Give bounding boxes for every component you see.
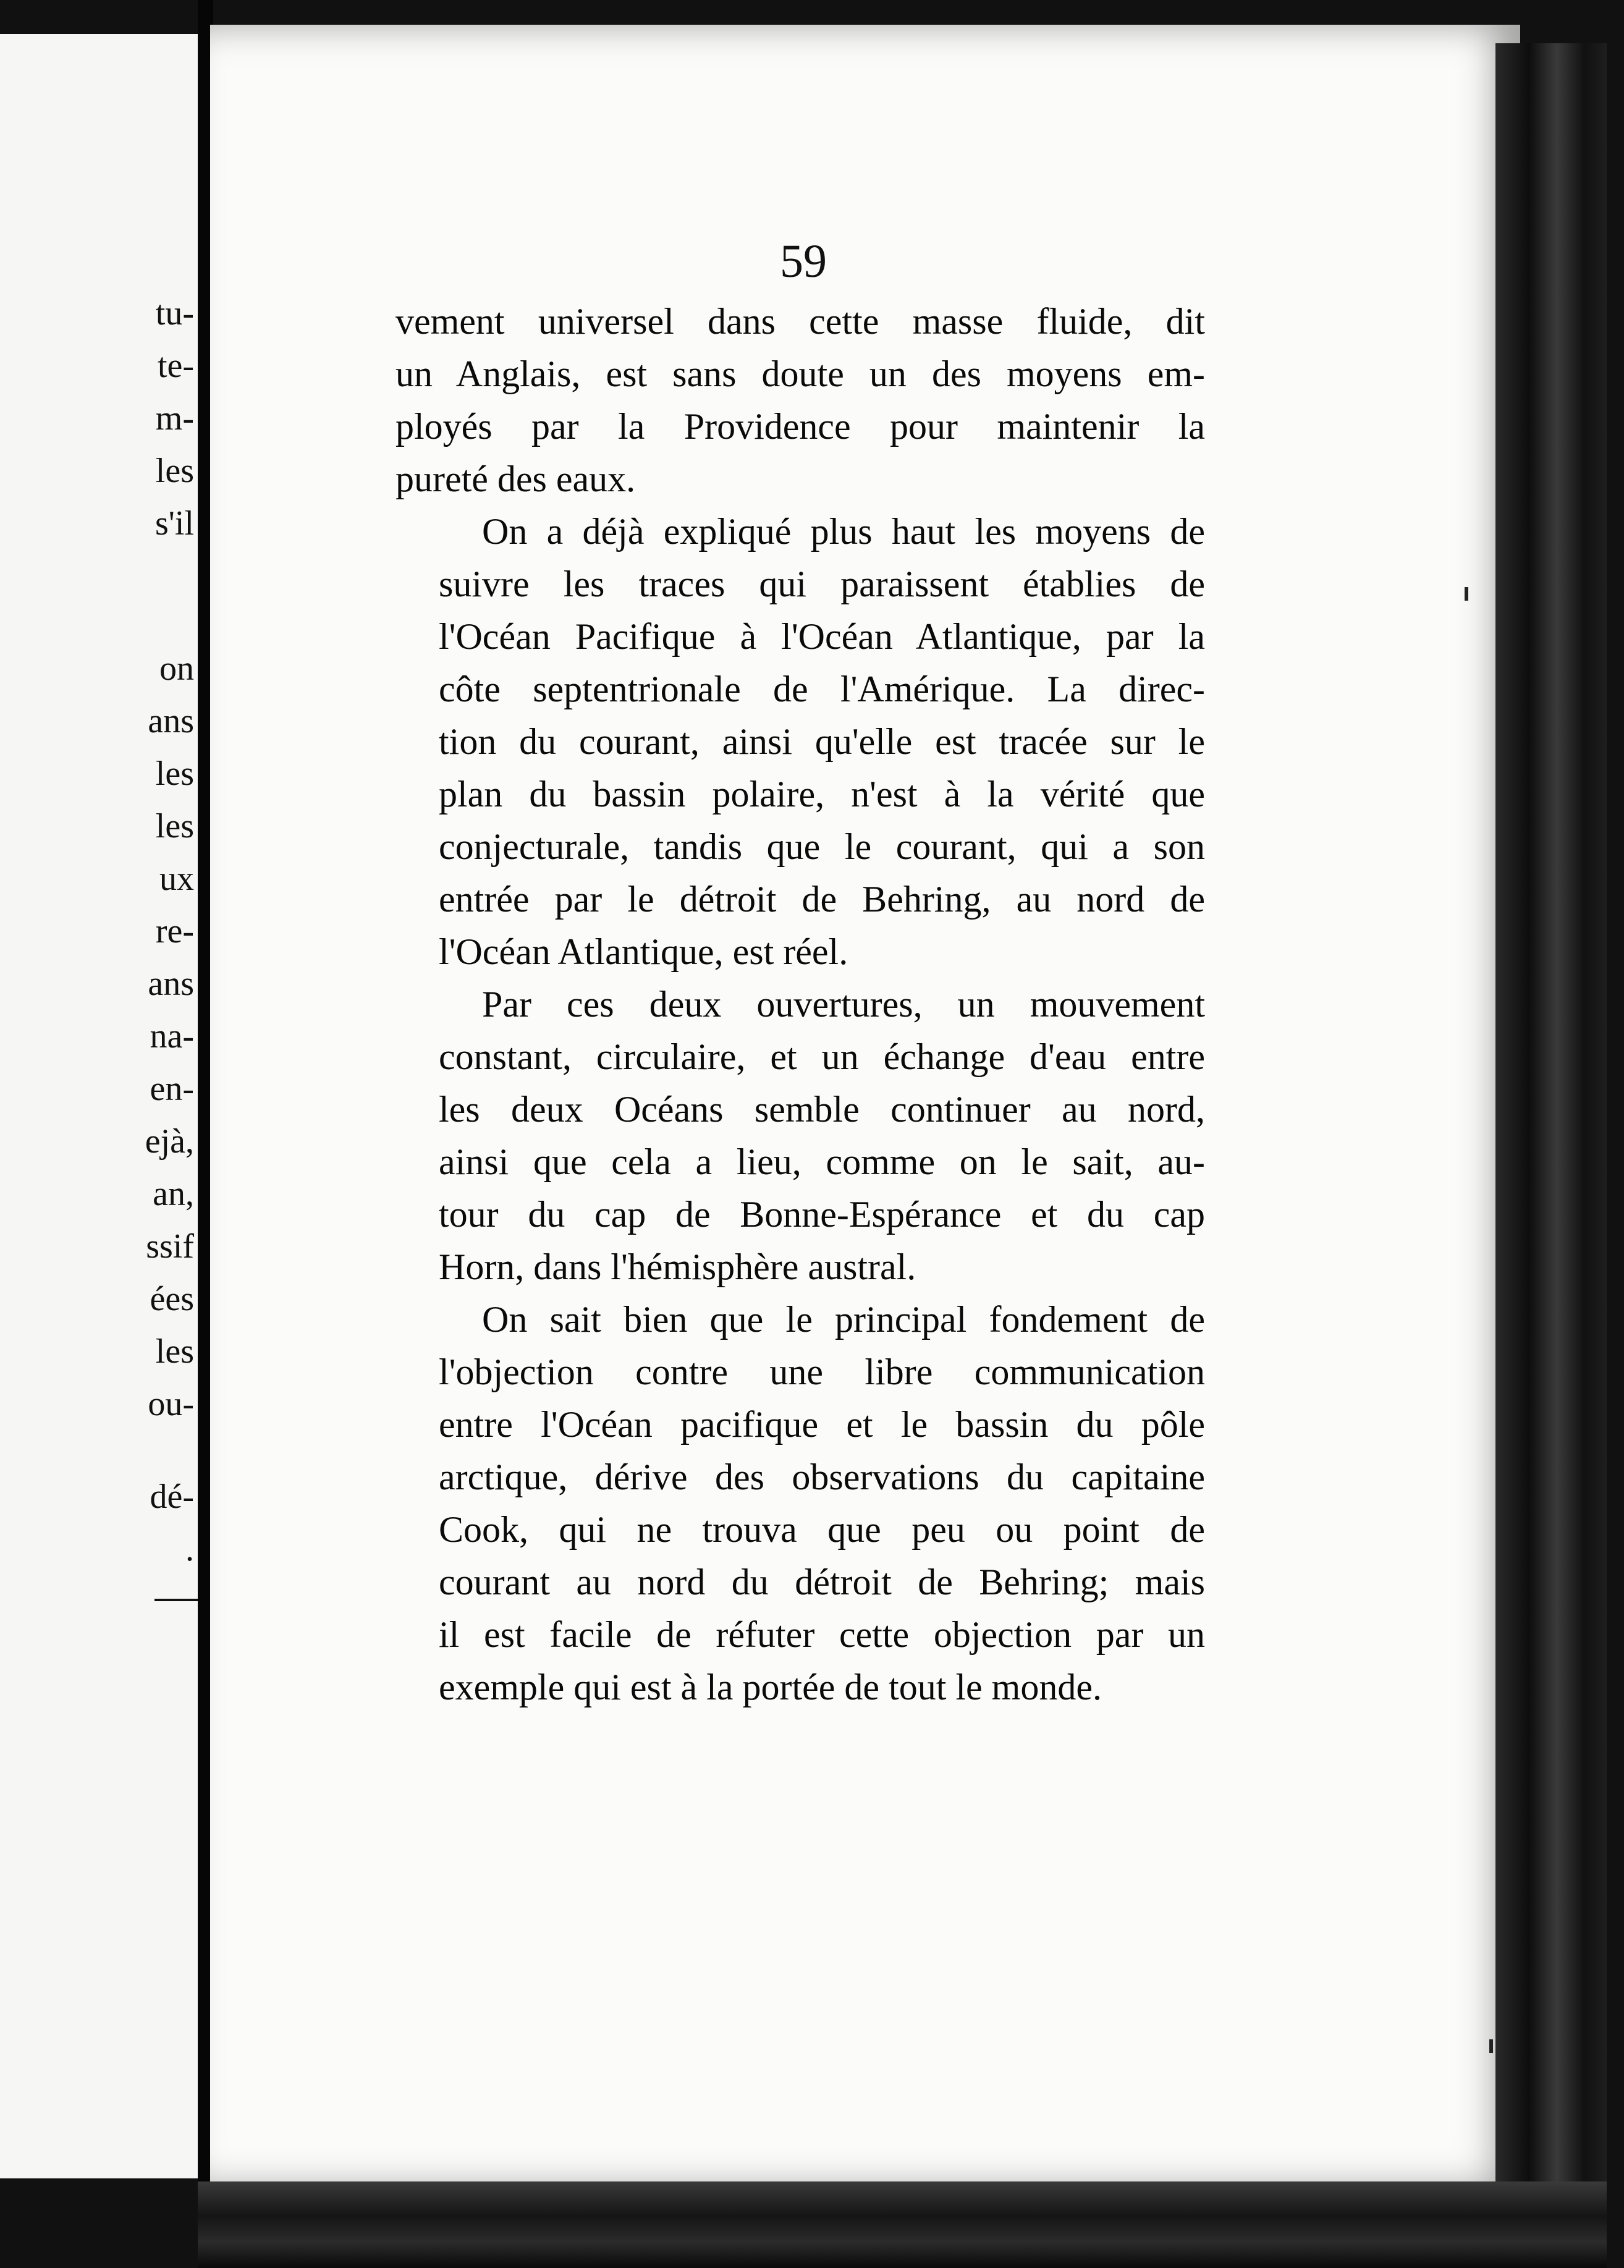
text-line: il est facile de réfuter cette objection par un: [439, 1614, 1205, 1655]
fragment: ou-: [148, 1385, 194, 1423]
fragment: ssif: [146, 1227, 194, 1266]
fragment: na-: [150, 1017, 194, 1056]
text-line: constant, circulaire, et un échange d'eau entre: [439, 1036, 1205, 1077]
fragment: tu-: [155, 294, 194, 332]
facing-page-fragment: [0, 34, 198, 2178]
text-line: plan du bassin polaire, n'est à la vérité que: [439, 774, 1205, 815]
text-line: un Anglais, est sans doute un des moyens em-: [395, 353, 1205, 394]
fragment: on: [159, 650, 194, 688]
page-edge: [1495, 43, 1607, 2181]
text-line: ployés par la Providence pour maintenir la: [395, 406, 1205, 447]
fragment: ées: [150, 1280, 194, 1318]
fragment: en-: [150, 1070, 194, 1108]
paragraph: [395, 506, 1205, 978]
fragment: re-: [155, 912, 194, 950]
text-line: l'objection contre une libre communication: [439, 1352, 1205, 1392]
fragment: an,: [153, 1175, 194, 1213]
fragment: ejà,: [145, 1122, 194, 1161]
fragment: ans: [148, 965, 194, 1003]
text-line: Par ces deux ouvertures, un mouvement: [482, 984, 1205, 1025]
margin-speck: [1465, 587, 1468, 601]
fragment: .: [185, 1530, 194, 1568]
text-line: les deux Océans semble continuer au nord,: [439, 1089, 1205, 1130]
text-line: conjecturale, tandis que le courant, qui a son: [439, 826, 1205, 867]
text-line: exemple qui est à la portée de tout le monde.: [439, 1667, 1102, 1707]
text-line: entre l'Océan pacifique et le bassin du pôle: [439, 1404, 1205, 1445]
text-line: l'Océan Pacifique à l'Océan Atlantique, par la: [439, 616, 1205, 657]
fragment: les: [155, 807, 194, 845]
fragment: les: [155, 1332, 194, 1371]
text-line: suivre les traces qui paraissent établies de: [439, 564, 1205, 604]
fragment: m-: [155, 399, 194, 438]
page-bottom-edge: [198, 2181, 1607, 2268]
facing-page-line-ends: [120, 287, 194, 1576]
text-line: Cook, qui ne trouva que peu ou point de: [439, 1509, 1205, 1550]
text-line: courant au nord du détroit de Behring; mais: [439, 1562, 1205, 1602]
text-line: côte septentrionale de l'Amérique. La direc-: [439, 669, 1205, 709]
paragraph: [395, 295, 1205, 506]
page-number: 59: [780, 235, 827, 287]
fragment: les: [155, 755, 194, 793]
text-line: entrée par le détroit de Behring, au nord de: [439, 879, 1205, 920]
text-line: tour du cap de Bonne-Espérance et du cap: [439, 1194, 1205, 1235]
fragment: s'il: [155, 504, 194, 543]
body-text: [395, 295, 1205, 1714]
fragment: ux: [159, 860, 194, 898]
text-line: arctique, dérive des observations du capitaine: [439, 1457, 1205, 1497]
paragraph: [395, 1293, 1205, 1714]
text-line: l'Océan Atlantique, est réel.: [439, 931, 848, 972]
text-line: tion du courant, ainsi qu'elle est tracée sur le: [439, 721, 1205, 762]
text-line: pureté des eaux.: [395, 459, 636, 499]
fragment: te-: [157, 347, 194, 385]
fragment: les: [155, 452, 194, 490]
fragment: dé-: [150, 1478, 194, 1516]
text-line: vement universel dans cette masse fluide, dit: [395, 301, 1205, 342]
text-line: ainsi que cela a lieu, comme on le sait, au-: [439, 1141, 1205, 1182]
paragraph: [395, 978, 1205, 1293]
text-line: On a déjà expliqué plus haut les moyens de: [482, 511, 1205, 552]
text-line: Horn, dans l'hémisphère austral.: [439, 1246, 916, 1287]
text-line: On sait bien que le principal fondement de: [482, 1299, 1205, 1340]
footnote-rule: [154, 1599, 198, 1601]
margin-speck: [1489, 2039, 1493, 2053]
fragment: ans: [148, 702, 194, 740]
